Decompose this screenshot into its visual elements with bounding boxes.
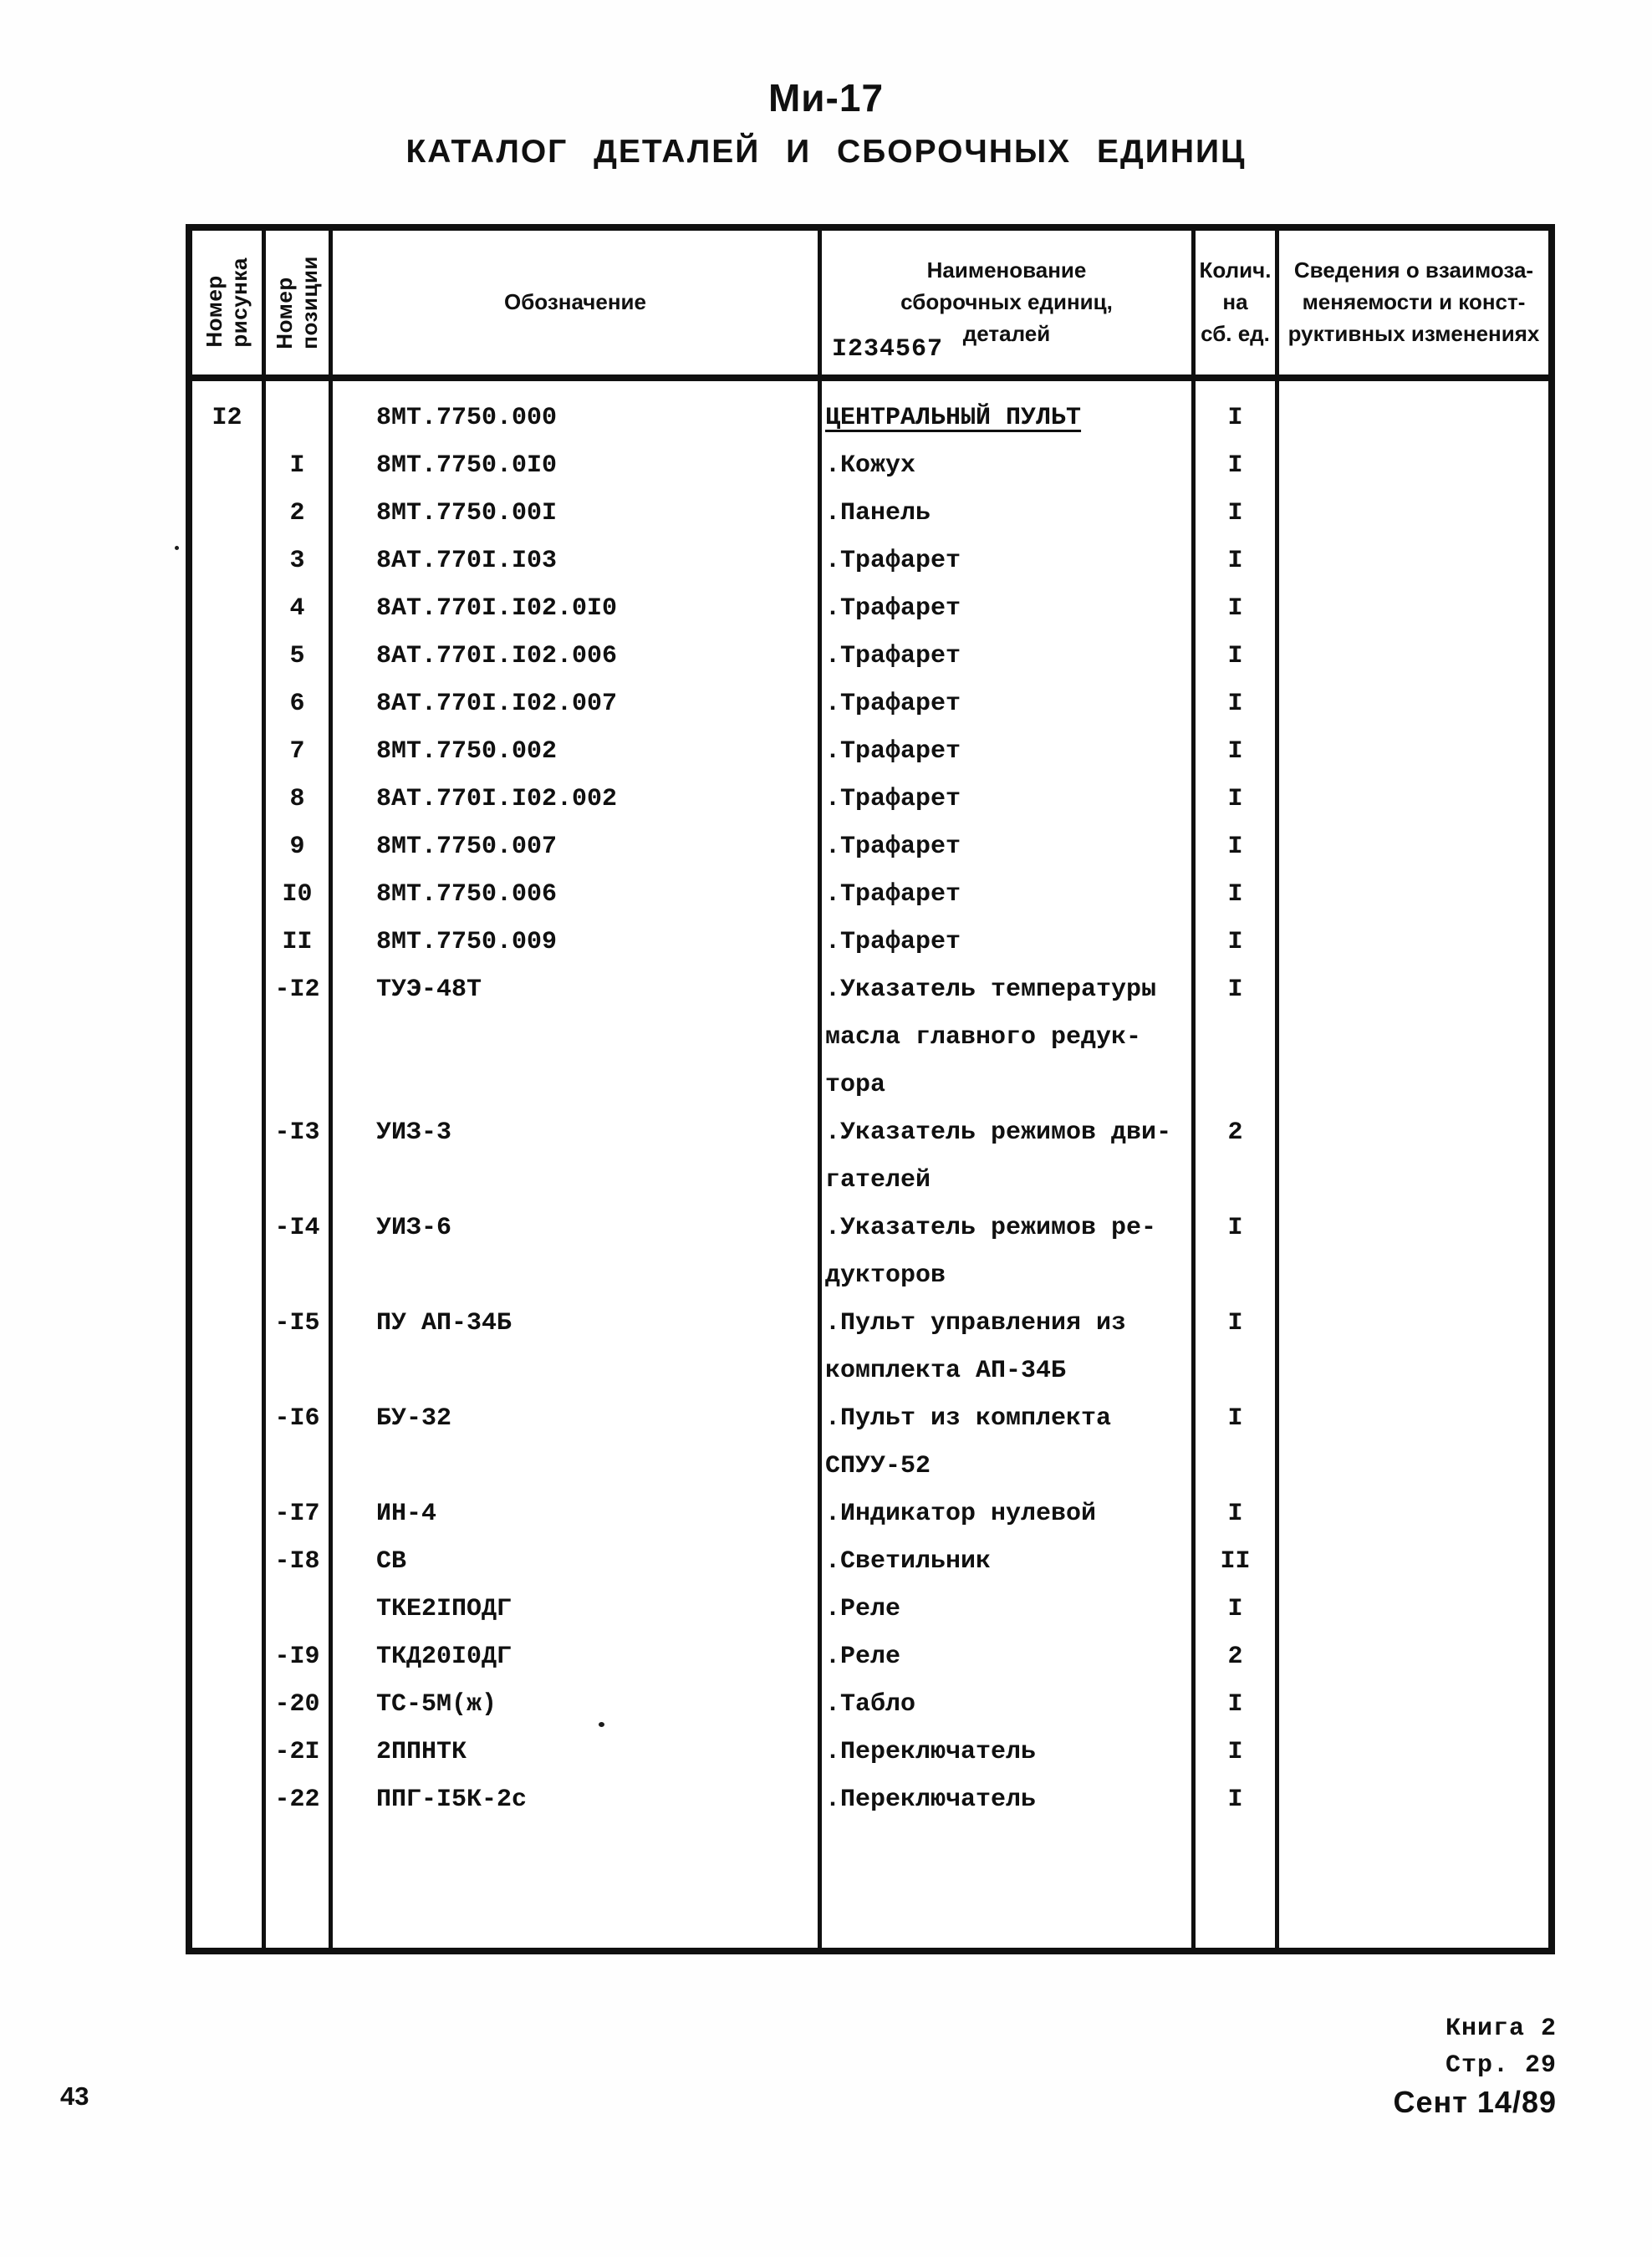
cell-position-number xyxy=(266,381,333,442)
table-row xyxy=(192,1586,1548,1633)
cell-figure-number xyxy=(192,490,266,538)
cell-name xyxy=(822,1776,1196,1824)
cell-figure-number xyxy=(192,1490,266,1538)
table-row xyxy=(192,1633,1548,1681)
cell-designation: БУ-32 xyxy=(333,1395,822,1490)
cell-figure-number xyxy=(192,919,266,966)
cell-figure-number xyxy=(192,823,266,871)
table-row xyxy=(192,1729,1548,1776)
header-figure-number xyxy=(192,231,266,374)
cell-position-number: -I9 xyxy=(266,1633,333,1681)
cell-name xyxy=(822,776,1196,823)
header-name: Наименование сборочных единиц, деталей I234567 xyxy=(822,231,1196,374)
cell-quantity: I xyxy=(1196,776,1279,823)
cell-position-number: 8 xyxy=(266,776,333,823)
table-row xyxy=(192,633,1548,680)
cell-quantity: 2 xyxy=(1196,1633,1279,1681)
cell-figure-number: I2 xyxy=(192,381,266,442)
cell-figure-number xyxy=(192,1729,266,1776)
name-line: дукторов xyxy=(825,1261,946,1290)
cell-quantity: I xyxy=(1196,585,1279,633)
cell-notes xyxy=(1279,1586,1548,1633)
cell-designation: ТС-5М(ж) xyxy=(333,1681,822,1729)
cell-quantity: II xyxy=(1196,1538,1279,1586)
cell-position-number: -I3 xyxy=(266,1109,333,1205)
cell-quantity: I xyxy=(1196,966,1279,1109)
cell-notes xyxy=(1279,1538,1548,1586)
footer-block xyxy=(1394,2010,1557,2121)
cell-quantity: 2 xyxy=(1196,1109,1279,1205)
cell-designation: ПУ АП-34Б xyxy=(333,1300,822,1395)
cell-name xyxy=(822,1300,1196,1395)
cell-figure-number xyxy=(192,871,266,919)
name-line: .Трафарет xyxy=(825,737,961,766)
table-row xyxy=(192,442,1548,490)
name-line: .Трафарет xyxy=(825,785,961,813)
parts-catalog-table xyxy=(186,224,1555,1954)
aircraft-model-title: Ми-17 xyxy=(767,76,885,120)
cell-quantity: I xyxy=(1196,1776,1279,1824)
name-line: .Пульт из комплекта xyxy=(825,1404,1112,1433)
cell-position-number: -2I xyxy=(266,1729,333,1776)
table-body-rows xyxy=(192,381,1548,1948)
name-line: .Указатель режимов дви- xyxy=(825,1118,1172,1147)
cell-designation: 8МТ.7750.002 xyxy=(333,728,822,776)
table-row xyxy=(192,585,1548,633)
cell-figure-number xyxy=(192,1586,266,1633)
cell-designation: 8МТ.7750.007 xyxy=(333,823,822,871)
cell-notes xyxy=(1279,490,1548,538)
name-line: масла главного редук- xyxy=(825,1023,1142,1052)
cell-figure-number xyxy=(192,680,266,728)
table-row xyxy=(192,919,1548,966)
cell-notes xyxy=(1279,776,1548,823)
cell-name xyxy=(822,1824,1196,1948)
cell-designation: ППГ-I5К-2с xyxy=(333,1776,822,1824)
page-title: КАТАЛОГ ДЕТАЛЕЙ И СБОРОЧНЫХ ЕДИНИЦ xyxy=(405,134,1247,170)
cell-figure-number xyxy=(192,1205,266,1300)
cell-figure-number xyxy=(192,728,266,776)
cell-position-number: I xyxy=(266,442,333,490)
cell-figure-number xyxy=(192,966,266,1109)
cell-name xyxy=(822,871,1196,919)
cell-notes xyxy=(1279,680,1548,728)
name-line: .Трафарет xyxy=(825,642,961,670)
cell-position-number: 6 xyxy=(266,680,333,728)
cell-designation: 8МТ.7750.0I0 xyxy=(333,442,822,490)
cell-quantity: I xyxy=(1196,1395,1279,1490)
cell-notes xyxy=(1279,1395,1548,1490)
name-line: .Трафарет xyxy=(825,690,961,718)
cell-figure-number xyxy=(192,1633,266,1681)
cell-position-number: 2 xyxy=(266,490,333,538)
cell-figure-number xyxy=(192,1538,266,1586)
cell-position-number: -20 xyxy=(266,1681,333,1729)
cell-name xyxy=(822,1681,1196,1729)
cell-quantity: I xyxy=(1196,1205,1279,1300)
cell-position-number: -I5 xyxy=(266,1300,333,1395)
name-line: .Кожух xyxy=(825,451,916,480)
cell-designation: 8МТ.7750.000 xyxy=(333,381,822,442)
cell-name xyxy=(822,381,1196,442)
cell-position-number: -I8 xyxy=(266,1538,333,1586)
cell-notes xyxy=(1279,1300,1548,1395)
cell-position-number: 4 xyxy=(266,585,333,633)
cell-quantity xyxy=(1196,1824,1279,1948)
cell-position-number: 3 xyxy=(266,538,333,585)
name-line: комплекта АП-34Б xyxy=(825,1357,1067,1385)
cell-position-number: -I4 xyxy=(266,1205,333,1300)
name-line: .Указатель температуры xyxy=(825,976,1157,1004)
table-row xyxy=(192,1205,1548,1300)
name-line: .Реле xyxy=(825,1595,901,1623)
cell-notes xyxy=(1279,1205,1548,1300)
cell-name xyxy=(822,1633,1196,1681)
cell-name xyxy=(822,1205,1196,1300)
column-ruler: I234567 xyxy=(832,334,944,364)
table-row xyxy=(192,1490,1548,1538)
cell-name xyxy=(822,1586,1196,1633)
cell-quantity: I xyxy=(1196,1586,1279,1633)
name-line: .Переключатель xyxy=(825,1738,1037,1766)
header-notes: Сведения о взаимоза- меняемости и конст- руктивных изменениях xyxy=(1287,257,1540,346)
cell-quantity: I xyxy=(1196,1490,1279,1538)
cell-notes xyxy=(1279,1824,1548,1948)
cell-notes xyxy=(1279,633,1548,680)
cell-notes xyxy=(1279,1490,1548,1538)
cell-notes xyxy=(1279,1109,1548,1205)
cell-notes xyxy=(1279,585,1548,633)
table-row xyxy=(192,776,1548,823)
cell-quantity: I xyxy=(1196,1300,1279,1395)
cell-notes xyxy=(1279,1729,1548,1776)
name-line: .Трафарет xyxy=(825,928,961,956)
table-row xyxy=(192,1109,1548,1205)
cell-name xyxy=(822,919,1196,966)
cell-notes xyxy=(1279,381,1548,442)
cell-name xyxy=(822,966,1196,1109)
cell-name xyxy=(822,728,1196,776)
cell-figure-number xyxy=(192,1395,266,1490)
cell-quantity: I xyxy=(1196,919,1279,966)
cell-quantity: I xyxy=(1196,823,1279,871)
cell-quantity: I xyxy=(1196,1729,1279,1776)
cell-designation: 8МТ.7750.006 xyxy=(333,871,822,919)
table-row xyxy=(192,1776,1548,1824)
scan-artifact-dot xyxy=(599,1722,604,1727)
cell-designation: УИЗ-3 xyxy=(333,1109,822,1205)
table-row xyxy=(192,823,1548,871)
cell-quantity: I xyxy=(1196,442,1279,490)
cell-notes xyxy=(1279,871,1548,919)
table-row xyxy=(192,1300,1548,1395)
table-row xyxy=(192,1395,1548,1490)
cell-designation: 8АТ.770I.I02.006 xyxy=(333,633,822,680)
header-position-number-label: Номер позиции xyxy=(271,256,322,349)
cell-designation: 8МТ.7750.00I xyxy=(333,490,822,538)
cell-name xyxy=(822,1538,1196,1586)
cell-designation: 8АТ.770I.I03 xyxy=(333,538,822,585)
cell-position-number: II xyxy=(266,919,333,966)
table-row xyxy=(192,1681,1548,1729)
cell-notes xyxy=(1279,1776,1548,1824)
cell-position-number: 5 xyxy=(266,633,333,680)
footer-date: Сент 14/89 xyxy=(1393,2085,1557,2119)
cell-position-number: -I7 xyxy=(266,1490,333,1538)
cell-quantity: I xyxy=(1196,728,1279,776)
page-number: 43 xyxy=(60,2081,89,2111)
cell-designation: ТКД20I0ДГ xyxy=(333,1633,822,1681)
cell-name xyxy=(822,1109,1196,1205)
name-line: гателей xyxy=(825,1166,931,1195)
name-line: .Трафарет xyxy=(825,833,961,861)
cell-name xyxy=(822,585,1196,633)
table-row xyxy=(192,871,1548,919)
cell-name xyxy=(822,1395,1196,1490)
scan-artifact-dot xyxy=(175,546,179,550)
cell-name xyxy=(822,680,1196,728)
name-line: .Пульт управления из xyxy=(825,1309,1127,1337)
cell-name xyxy=(822,442,1196,490)
cell-quantity: I xyxy=(1196,680,1279,728)
cell-position-number xyxy=(266,1586,333,1633)
table-row xyxy=(192,728,1548,776)
cell-notes xyxy=(1279,538,1548,585)
cell-quantity: I xyxy=(1196,1681,1279,1729)
cell-figure-number xyxy=(192,442,266,490)
footer-book: Книга 2 xyxy=(1445,2015,1557,2043)
name-line: ЦЕНТРАЛЬНЫЙ ПУЛЬТ xyxy=(825,404,1082,432)
header-figure-number-label: Номер рисунка xyxy=(201,257,252,348)
cell-designation: ТКЕ2IПОДГ xyxy=(333,1586,822,1633)
cell-notes xyxy=(1279,728,1548,776)
cell-designation: 8АТ.770I.I02.007 xyxy=(333,680,822,728)
cell-quantity: I xyxy=(1196,381,1279,442)
cell-notes xyxy=(1279,966,1548,1109)
cell-position-number: -22 xyxy=(266,1776,333,1824)
cell-designation: 8АТ.770I.I02.002 xyxy=(333,776,822,823)
cell-name xyxy=(822,823,1196,871)
name-line: СПУУ-52 xyxy=(825,1452,931,1480)
cell-notes xyxy=(1279,823,1548,871)
name-line: .Трафарет xyxy=(825,594,961,623)
header-position-number xyxy=(266,231,333,374)
cell-figure-number xyxy=(192,633,266,680)
cell-designation: СВ xyxy=(333,1538,822,1586)
cell-designation: ИН-4 xyxy=(333,1490,822,1538)
header-designation: Обозначение xyxy=(333,231,822,374)
cell-figure-number xyxy=(192,585,266,633)
name-line: .Реле xyxy=(825,1643,901,1671)
cell-figure-number xyxy=(192,776,266,823)
cell-quantity: I xyxy=(1196,538,1279,585)
name-line: .Трафарет xyxy=(825,547,961,575)
footer-page: Стр. 29 xyxy=(1445,2051,1557,2080)
cell-figure-number xyxy=(192,1776,266,1824)
table-row xyxy=(192,680,1548,728)
name-line: .Указатель режимов ре- xyxy=(825,1214,1157,1242)
cell-quantity: I xyxy=(1196,490,1279,538)
name-line: .Табло xyxy=(825,1690,916,1719)
cell-figure-number xyxy=(192,538,266,585)
cell-designation xyxy=(333,1824,822,1948)
name-line: .Трафарет xyxy=(825,880,961,909)
name-line: .Индикатор нулевой xyxy=(825,1500,1097,1528)
cell-designation: 8МТ.7750.009 xyxy=(333,919,822,966)
name-line: .Панель xyxy=(825,499,931,527)
cell-position-number: I0 xyxy=(266,871,333,919)
table-row xyxy=(192,1824,1548,1948)
table-row xyxy=(192,966,1548,1109)
cell-quantity: I xyxy=(1196,871,1279,919)
cell-designation: УИЗ-6 xyxy=(333,1205,822,1300)
cell-position-number: -I2 xyxy=(266,966,333,1109)
cell-notes xyxy=(1279,919,1548,966)
cell-name xyxy=(822,1490,1196,1538)
cell-position-number: 7 xyxy=(266,728,333,776)
table-row xyxy=(192,381,1548,442)
name-line: .Светильник xyxy=(825,1547,992,1576)
table-row xyxy=(192,490,1548,538)
cell-name xyxy=(822,1729,1196,1776)
cell-quantity: I xyxy=(1196,633,1279,680)
cell-name xyxy=(822,490,1196,538)
cell-designation: 2ППНТК xyxy=(333,1729,822,1776)
cell-notes xyxy=(1279,1681,1548,1729)
cell-notes xyxy=(1279,442,1548,490)
cell-position-number: -I6 xyxy=(266,1395,333,1490)
cell-notes xyxy=(1279,1633,1548,1681)
cell-designation: 8АТ.770I.I02.0I0 xyxy=(333,585,822,633)
name-line: .Переключатель xyxy=(825,1786,1037,1814)
cell-position-number: 9 xyxy=(266,823,333,871)
table-row xyxy=(192,1538,1548,1586)
name-line: тора xyxy=(825,1071,886,1099)
cell-position-number xyxy=(266,1824,333,1948)
header-quantity: Колич. на сб. ед. xyxy=(1196,231,1279,374)
cell-figure-number xyxy=(192,1681,266,1729)
cell-figure-number xyxy=(192,1300,266,1395)
cell-figure-number xyxy=(192,1109,266,1205)
table-row xyxy=(192,538,1548,585)
cell-designation: ТУЭ-48Т xyxy=(333,966,822,1109)
cell-figure-number xyxy=(192,1824,266,1948)
table-header-row xyxy=(192,231,1548,381)
cell-name xyxy=(822,633,1196,680)
cell-name xyxy=(822,538,1196,585)
